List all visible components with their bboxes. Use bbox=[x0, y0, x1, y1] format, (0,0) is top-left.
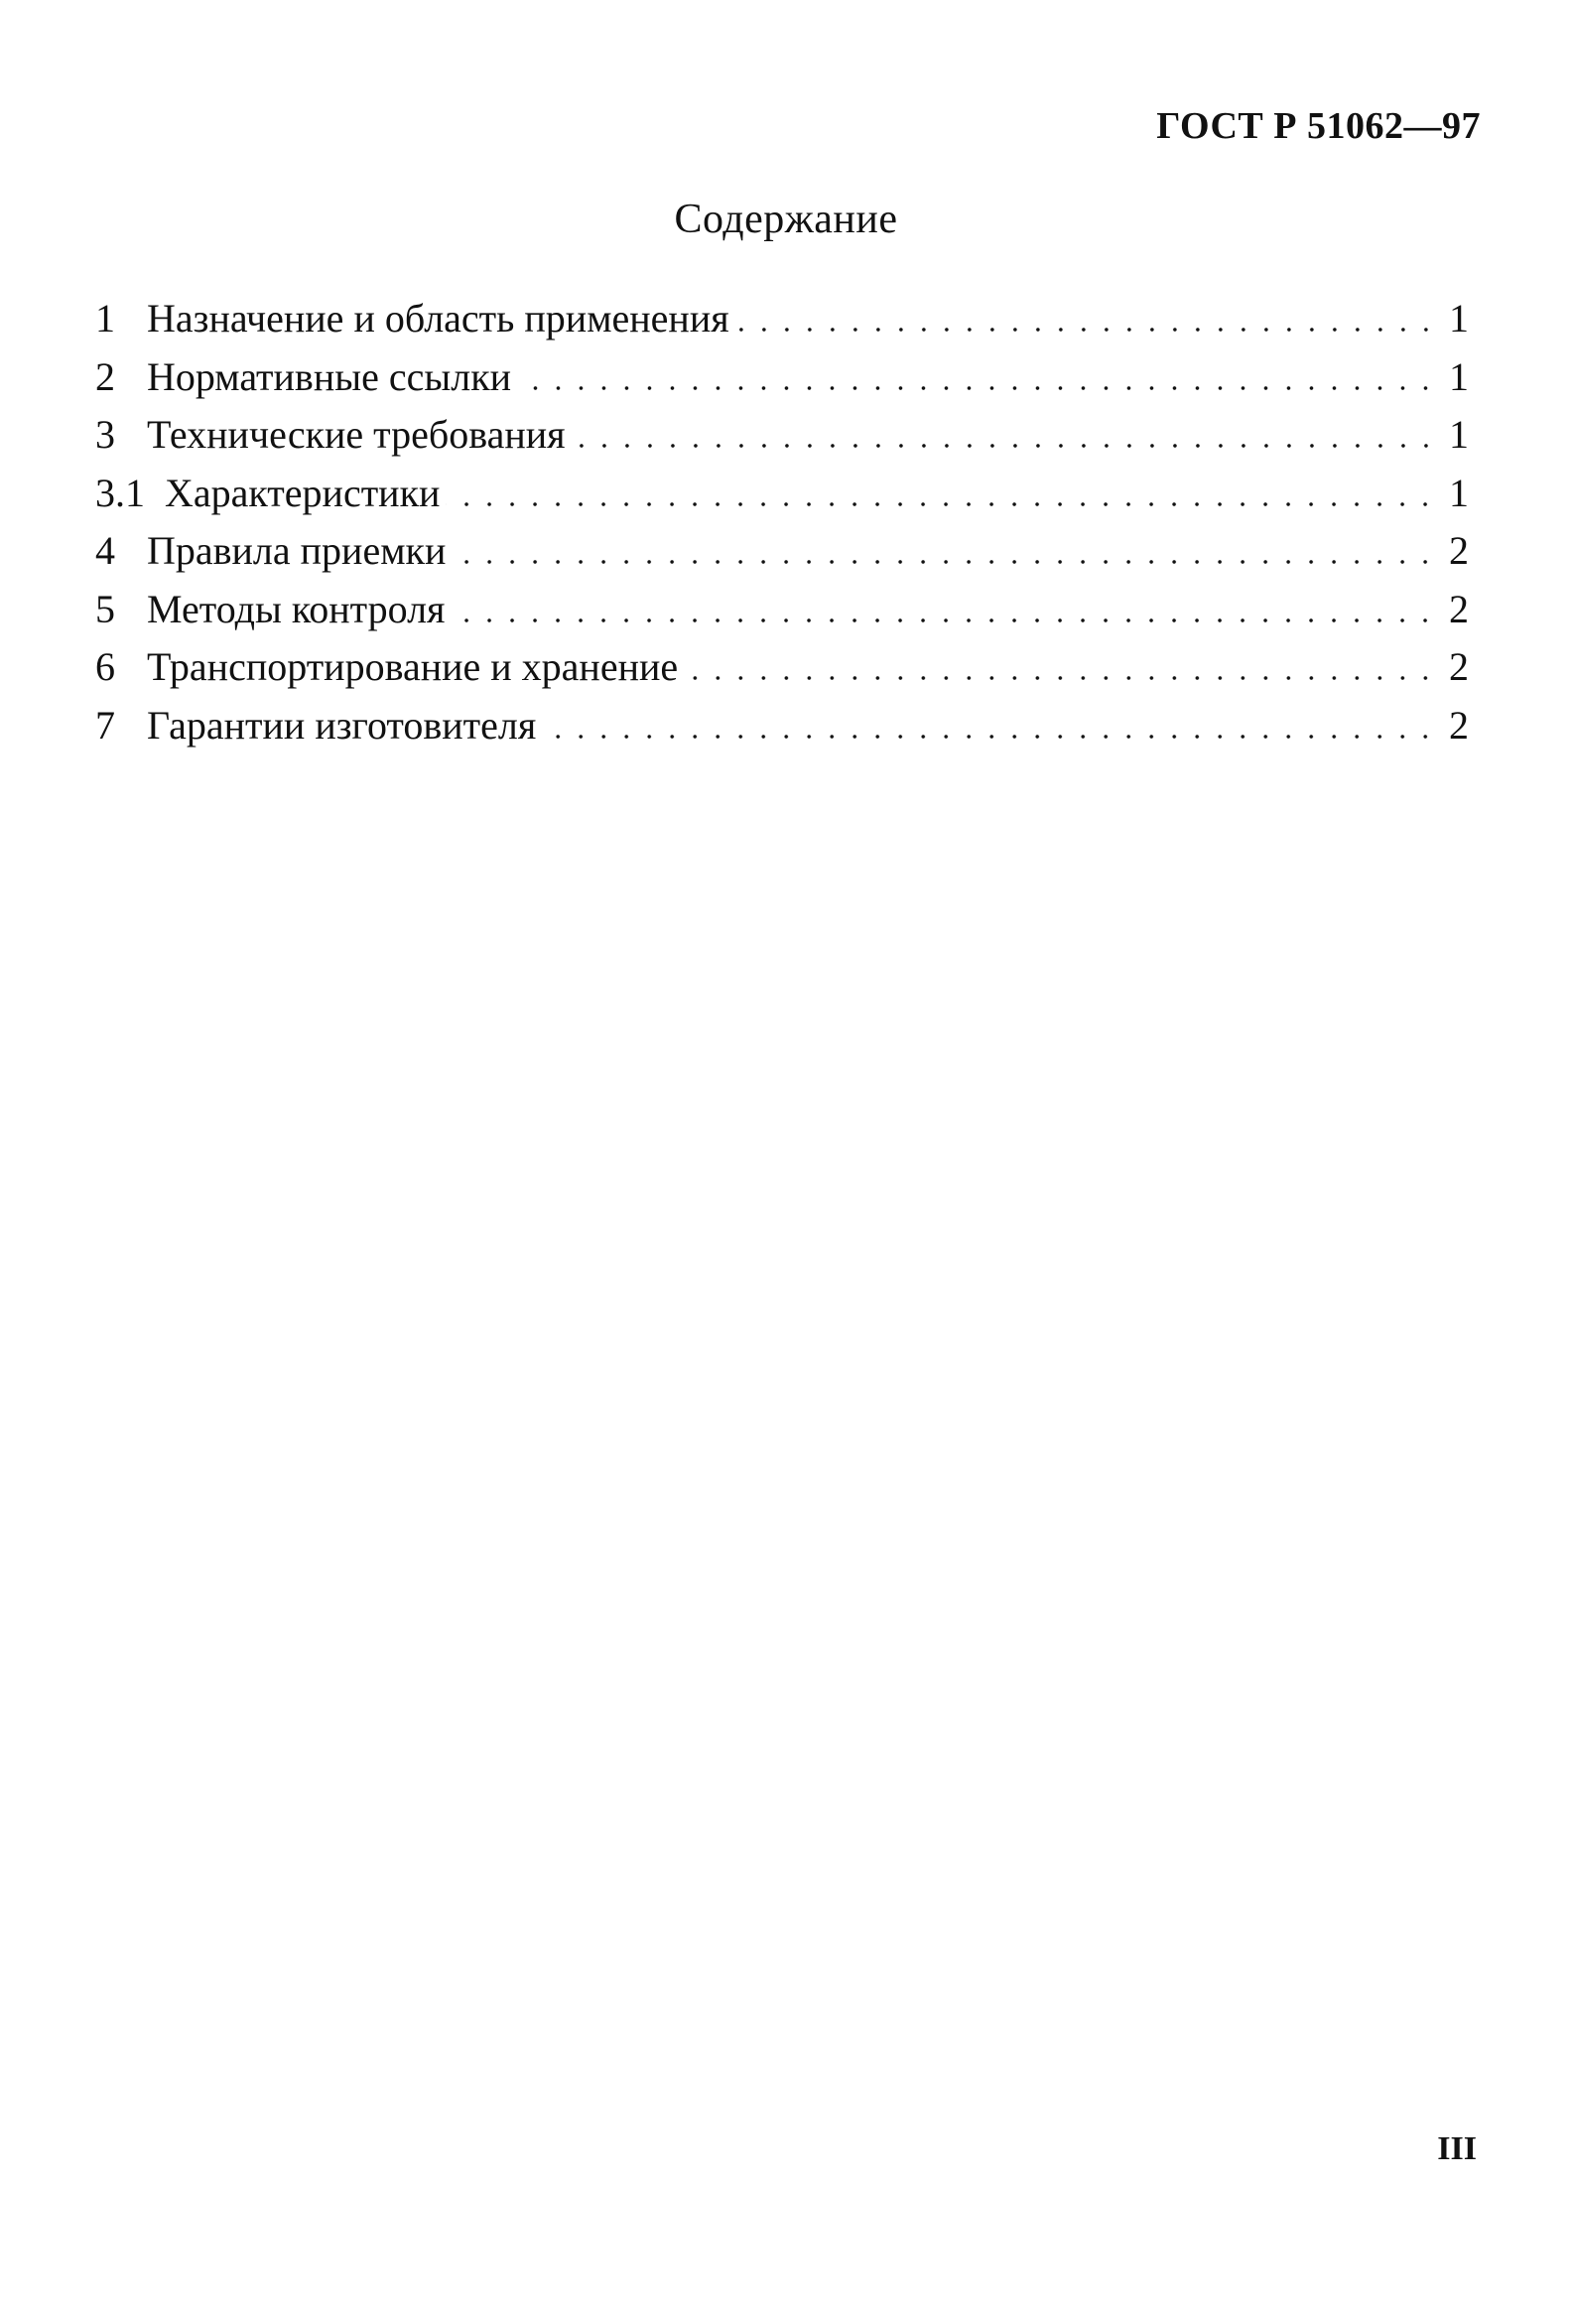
toc-entry-number: 1 bbox=[95, 296, 115, 341]
toc-entry-page: 1 bbox=[1449, 412, 1469, 457]
toc-entry[interactable] bbox=[95, 638, 1469, 697]
toc-entry[interactable] bbox=[95, 465, 1469, 523]
toc-leader-dots bbox=[451, 618, 1437, 622]
toc-entry[interactable] bbox=[95, 348, 1469, 407]
toc-entry[interactable] bbox=[95, 522, 1469, 581]
toc-entry[interactable] bbox=[95, 290, 1469, 348]
toc-entry[interactable] bbox=[95, 406, 1469, 465]
toc-entry-page: 2 bbox=[1449, 586, 1469, 631]
toc-entry-title: Назначение и область применения bbox=[147, 296, 729, 341]
toc-entry[interactable] bbox=[95, 697, 1469, 755]
toc-leader-dots bbox=[572, 444, 1437, 448]
toc-entry-number: 7 bbox=[95, 702, 115, 748]
toc-entry-number: 3.1 bbox=[95, 470, 145, 515]
toc-leader-dots bbox=[517, 386, 1437, 390]
toc-leader-dots bbox=[446, 502, 1437, 506]
toc-entry-number: 4 bbox=[95, 528, 115, 573]
toc-entry-page: 1 bbox=[1449, 470, 1469, 515]
toc-leader-dots bbox=[452, 560, 1437, 564]
toc-entry-page: 2 bbox=[1449, 702, 1469, 748]
toc-entry-title: Правила приемки bbox=[147, 528, 447, 573]
toc-entry-page: 2 bbox=[1449, 644, 1469, 689]
toc-entry-title: Гарантии изготовителя bbox=[147, 702, 537, 748]
toc-entry-title: Нормативные ссылки bbox=[147, 353, 512, 399]
table-of-contents bbox=[95, 290, 1469, 754]
toc-entry[interactable] bbox=[95, 581, 1469, 639]
toc-entry-title: Характеристики bbox=[165, 470, 441, 515]
toc-entry-title: Транспортирование и хранение bbox=[147, 644, 679, 689]
toc-entry-number: 5 bbox=[95, 586, 115, 631]
toc-entry-number: 3 bbox=[95, 412, 115, 457]
toc-entry-title: Технические требования bbox=[147, 412, 566, 457]
toc-leader-dots bbox=[735, 328, 1437, 332]
toc-entry-page: 1 bbox=[1449, 353, 1469, 399]
toc-entry-number: 6 bbox=[95, 644, 115, 689]
document-code: ГОСТ Р 51062—97 bbox=[1156, 105, 1481, 147]
page-number: III bbox=[1437, 2130, 1477, 2167]
toc-leader-dots bbox=[684, 676, 1437, 680]
toc-entry-page: 2 bbox=[1449, 528, 1469, 573]
toc-entry-number: 2 bbox=[95, 353, 115, 399]
toc-entry-page: 1 bbox=[1449, 296, 1469, 341]
toc-leader-dots bbox=[542, 735, 1437, 739]
contents-title: Содержание bbox=[674, 197, 898, 242]
toc-entry-title: Методы контроля bbox=[147, 586, 446, 631]
